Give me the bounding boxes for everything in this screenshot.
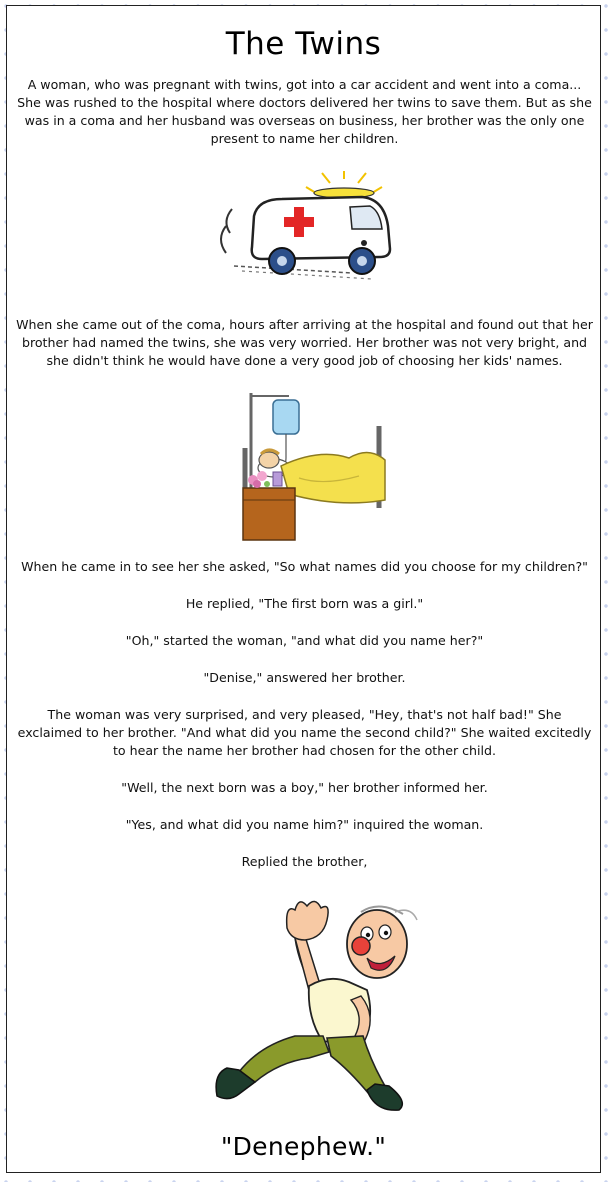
paragraph-question: When he came in to see her she asked, "So what names did you choose for my children?" [21, 559, 588, 574]
paragraph-woke-up: When she came out of the coma, hours after arriving at the hospital and found out that her brother had named the twins, she was very worried. Her brother was not very bright, and she didn't think he would have done a very good job of choosing her kids' names. [16, 317, 593, 368]
paragraph-denise: "Denise," answered her brother. [203, 670, 406, 685]
brother-illustration [199, 886, 424, 1121]
story-card [6, 5, 601, 1173]
ambulance-illustration [212, 171, 397, 286]
paragraph-what-name-him: "Yes, and what did you name him?" inquired the woman. [125, 817, 484, 832]
paragraph-surprised: The woman was very surprised, and very pleased, "Hey, that's not half bad!" She exclaimed to her brother. "And what did you name the second child?" She waited excitedly to hear the name her brother had chosen for the other child. [17, 707, 592, 758]
paragraph-first-born: He replied, "The first born was a girl." [185, 596, 424, 611]
paragraph-what-name: "Oh," started the woman, "and what did you name her?" [125, 633, 484, 648]
paragraph-next-born: "Well, the next born was a boy," her brother informed her. [121, 780, 488, 795]
paragraph-intro: A woman, who was pregnant with twins, got into a car accident and went into a coma... She was rushed to the hospital where doctors delivered her twins to save them. But as she was in a coma and her husband was overseas on business, her brother was the only one present to name her children. [17, 77, 592, 146]
page-title: The Twins [225, 26, 382, 62]
paragraph-replied: Replied the brother, [241, 854, 368, 869]
hospital-bed-illustration [229, 388, 394, 548]
punchline: "Denephew." [220, 1132, 387, 1161]
